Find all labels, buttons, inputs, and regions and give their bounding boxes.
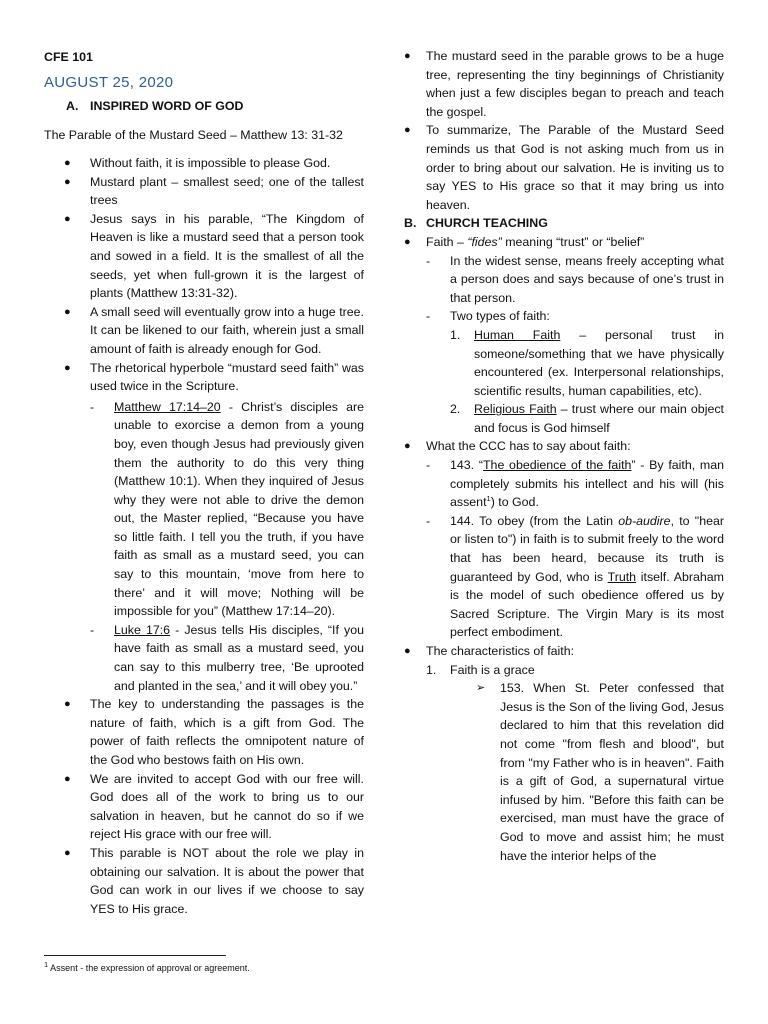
footnote [44, 962, 250, 974]
dash-icon: - [90, 399, 95, 414]
characteristics-title: The characteristics of faith: [426, 644, 575, 658]
faith-sublist [426, 252, 724, 438]
bullet-text: To summarize, The Parable of the Mustard Seed reminds us that God is not asking much from us in order to bring about our salvation. He is inviting us to say YES to His grace so that it may bring us into heaven. [426, 123, 724, 212]
list-item [44, 173, 364, 210]
section-b-title: CHURCH TEACHING [426, 216, 548, 231]
arrow-icon: ➢ [476, 682, 486, 695]
ccc-term: The obedience of the faith [482, 458, 632, 473]
section-b-mark: B. [404, 216, 417, 231]
item-number: 2. [450, 402, 461, 417]
right-bullet-list [402, 47, 724, 865]
list-item [402, 121, 724, 214]
list-item [44, 359, 364, 696]
footnote-text: Assent - the expression of approval or agreement. [48, 963, 250, 973]
characteristic-title: Faith is a grace [450, 662, 535, 677]
bullet-text: The rhetorical hyperbole “mustard seed faith” was used twice in the Scripture. [90, 360, 364, 394]
ccc-sublist [426, 456, 724, 642]
bullet-icon: ● [64, 772, 71, 785]
bullet-icon: ● [404, 50, 411, 62]
bullet-icon: ● [64, 175, 71, 188]
section-b-heading [402, 214, 724, 233]
truth-term: Truth [607, 569, 637, 584]
list-item [44, 154, 364, 173]
list-item [44, 303, 364, 359]
bullet-text: Mustard plant – smallest seed; one of the tallest trees [90, 174, 364, 208]
ccc-text: , to "hear or listen to") in faith is to submit freely to the word that has been heard, because its truth is guaranteed by God, who is [450, 513, 724, 584]
faith-type-term: Human Faith [474, 327, 561, 342]
dash-icon: - [426, 458, 431, 473]
list-item [90, 621, 364, 695]
faith-text: Faith – [426, 234, 468, 249]
ccc-text: 144. To obey (from the Latin [450, 513, 619, 528]
ccc-153-text: 153. When St. Peter confessed that Jesus is the Son of the living God, Jesus declared to him that this revelation did not come "from flesh and blood", but from "my Father who is in heaven". Faith is a gift of God, a supernatural virtue infused by him. "Before this faith can be exercised, man must have the grace of God to move and assist him; he must have the interior helps of the [500, 681, 724, 863]
item-number: 1. [450, 327, 461, 342]
bullet-text: The mustard seed in the parable grows to be a huge tree, representing the tiny beginnings of Christianity when just a few disciples began to preach and teach the gospel. [426, 49, 724, 119]
latin-term: ob-audire [618, 513, 671, 528]
list-item [402, 233, 724, 438]
list-item [426, 456, 724, 512]
scripture-ref: Luke 17:6 [114, 622, 171, 637]
bullet-text: The key to understanding the passages is the nature of faith, which is a gift from God. The power of faith reflects the omnipotent nature of the God who bestows faith on His own. [90, 697, 364, 767]
dash-icon: - [426, 513, 431, 528]
list-item [44, 770, 364, 844]
faith-text: meaning “trust” or “belief” [501, 234, 645, 249]
scripture-text: - Christ’s disciples are unable to exorcise a demon from a young boy, even though Jesus had previously given them the authority to do this very thing (Matthew 10:1). When they inquired of Jesus why they were not able to drive the demon out, the Master replied, “Because you have so little faith. I tell you the truth, if you have faith as small as a mustard seed, you can say to this mountain, ‘move from here to there’ and it will move; Nothing will be impossible for you” (Matthew 17:14–20). [114, 399, 365, 619]
list-item [450, 400, 724, 437]
list-item [44, 210, 364, 303]
bullet-icon: ● [64, 305, 71, 318]
bullet-icon: ● [404, 440, 411, 453]
faith-type-term: Religious Faith [474, 402, 557, 417]
bullet-text: We are invited to accept God with our free will. God does all of the work to bring us to our salvation in heaven, but he cannot do so if we reject His grace with our free will. [90, 771, 364, 842]
faith-term: “fides” [467, 234, 502, 249]
bullet-icon: ● [64, 698, 71, 711]
dash-icon: - [90, 622, 95, 637]
footnote-ref: 1 [486, 494, 491, 504]
list-item [426, 661, 724, 866]
faith-definition: In the widest sense, means freely accepting what a person does and says because of one’s trust in that person. [450, 253, 724, 305]
section-a-heading [66, 97, 244, 116]
list-item [426, 512, 724, 642]
characteristics-list [426, 661, 724, 866]
ccc-text: ” - By faith, man completely submits his intellect and his will (his assent [450, 458, 725, 510]
course-code: CFE 101 [44, 50, 93, 64]
footnote-divider [44, 955, 226, 956]
bullet-text: Without faith, it is impossible to please God. [90, 156, 331, 170]
bullet-icon: ● [64, 157, 71, 169]
faith-type-text: – trust where our main object and focus is God himself [474, 402, 724, 435]
list-item [402, 437, 724, 642]
list-item [476, 679, 724, 865]
scripture-text: - Jesus tells His disciples, “If you have faith as small as a mustard seed, you can say to this mulberry tree, ‘Be uprooted and planted in the sea,’ and it will obey you.” [114, 622, 364, 693]
bullet-icon: ● [64, 846, 71, 859]
list-item [402, 47, 724, 121]
parable-title: The Parable of the Mustard Seed – Matthew 13: 31-32 [44, 128, 343, 142]
bullet-icon: ● [64, 212, 71, 225]
dash-icon: - [426, 253, 431, 268]
list-item [450, 326, 724, 400]
bullet-text: This parable is NOT about the role we play in obtaining our salvation. It is about the power that God can work in our lives if we choose to say YES to His grace. [90, 845, 364, 916]
section-a-title: INSPIRED WORD OF GOD [90, 99, 244, 113]
bullet-icon: ● [404, 124, 411, 137]
ccc-text: 143. “ [450, 458, 483, 473]
faith-types-list [450, 326, 724, 438]
list-item [402, 642, 724, 865]
dash-icon: - [426, 309, 431, 324]
faith-types-label: Two types of faith: [450, 309, 550, 324]
list-item [90, 398, 364, 621]
section-a-mark: A. [66, 99, 79, 113]
item-number: 1. [426, 662, 437, 677]
list-item [426, 252, 724, 308]
left-bullet-list [44, 154, 364, 918]
bullet-icon: ● [64, 361, 71, 374]
footnote-mark: 1 [44, 960, 49, 969]
lecture-date: AUGUST 25, 2020 [44, 74, 174, 91]
ccc-text: itself. Abraham is the model of such obedience offered us by Sacred Scripture. The Virgin Mary is its most perfect embodiment. [450, 569, 724, 640]
bullet-text: A small seed will eventually grow into a huge tree. It can be likened to our faith, wherein just a small amount of faith is already enough for God. [90, 304, 364, 356]
ccc-title: What the CCC has to say about faith: [426, 439, 631, 454]
bullet-icon: ● [404, 235, 411, 248]
ccc-text: ) to God. [490, 495, 539, 510]
scripture-sublist [90, 398, 364, 696]
list-item [44, 844, 364, 918]
faith-type-text: – personal trust in someone/something that we have physically encountered (ex. Interpersonal relationships, scientific results, human capabilities, etc). [474, 327, 724, 398]
list-item [44, 695, 364, 769]
bullet-icon: ● [404, 645, 411, 657]
ccc-153-list [476, 679, 724, 865]
scripture-ref: Matthew 17:14–20 [114, 399, 221, 414]
list-item [426, 307, 724, 437]
bullet-text: Jesus says in his parable, “The Kingdom of Heaven is like a mustard seed that a person took and sowed in a field. It is the smallest of all the seeds, yet when full-grown it is the largest of plants (Matthew 13:31-32). [90, 211, 364, 301]
